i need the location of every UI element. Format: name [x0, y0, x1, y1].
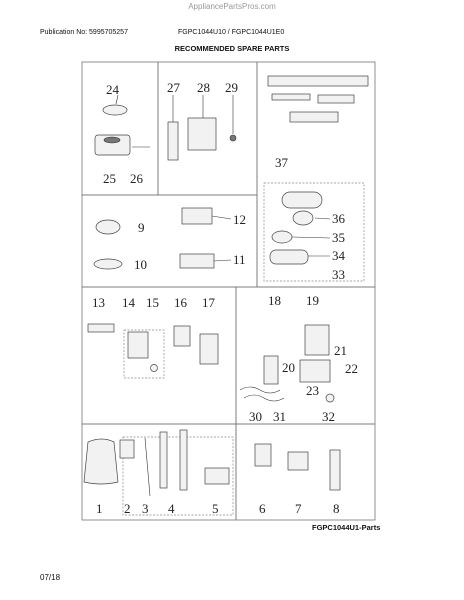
callout-36: 36	[332, 211, 345, 226]
callout-37: 37	[275, 155, 288, 170]
callout-17: 17	[202, 295, 215, 310]
diagram-name: FGPC1044U1-Parts	[312, 523, 381, 532]
callout-16: 16	[174, 295, 187, 310]
callout-25: 25	[103, 171, 116, 186]
callout-23: 23	[306, 383, 319, 398]
callout-31: 31	[273, 409, 286, 424]
callout-1: 1	[96, 501, 103, 516]
callout-2: 2	[124, 501, 131, 516]
callout-10: 10	[134, 257, 147, 272]
callout-11: 11	[233, 252, 246, 267]
callout-19: 19	[306, 293, 319, 308]
panel-24-26	[82, 62, 158, 195]
callout-7: 7	[295, 501, 302, 516]
part-8-sketch	[330, 450, 340, 490]
part-21-sketch	[300, 360, 330, 382]
panel-6-8	[236, 424, 375, 520]
part-12-sketch	[182, 208, 212, 224]
part-15-sketch	[151, 365, 158, 372]
callout-14: 14	[122, 295, 135, 310]
part-11-sketch	[180, 254, 214, 268]
callout-22: 22	[345, 361, 358, 376]
callout-20: 20	[282, 360, 295, 375]
part-13-sketch	[88, 324, 114, 332]
callout-9: 9	[138, 220, 145, 235]
callout-35: 35	[332, 230, 345, 245]
part-29-sketch	[230, 135, 236, 141]
callout-13: 13	[92, 295, 105, 310]
callout-6: 6	[259, 501, 266, 516]
leader-11	[214, 260, 231, 261]
part-sketches	[84, 76, 368, 496]
part-4-sketch-b	[180, 430, 187, 490]
part-10-sketch	[94, 259, 122, 269]
part-34-sketch	[270, 250, 308, 264]
leader-36	[315, 218, 330, 219]
leader-35	[292, 237, 330, 238]
part-25-detail	[104, 137, 120, 143]
callout-8: 8	[333, 501, 340, 516]
callout-18: 18	[268, 293, 281, 308]
callout-15: 15	[146, 295, 159, 310]
part-17-sketch	[200, 334, 218, 364]
part-5-sketch	[205, 468, 229, 484]
part-32-sketch	[326, 394, 334, 402]
callout-32: 32	[322, 409, 335, 424]
part-37-sketch-c	[318, 95, 354, 103]
panel-9-12	[82, 195, 257, 287]
part-18-sketch	[264, 356, 278, 384]
part-4-sketch-a	[160, 432, 167, 488]
revision-date: 07/18	[40, 573, 61, 582]
callout-24: 24	[106, 82, 119, 97]
part-27-sketch	[168, 122, 178, 160]
part-2-sketch	[120, 440, 134, 458]
part-35-sketch	[272, 231, 292, 243]
part-9-sketch	[96, 220, 120, 234]
callout-4: 4	[168, 501, 175, 516]
callout-27: 27	[167, 80, 180, 95]
part-19-sketch	[305, 325, 329, 355]
part-37-sketch-b	[272, 94, 310, 100]
part-16-sketch	[174, 326, 190, 346]
callout-29: 29	[225, 80, 238, 95]
callout-21: 21	[334, 343, 347, 358]
part-6-sketch	[255, 444, 271, 466]
part-30-31-sketch	[240, 387, 284, 401]
part-14-sketch	[128, 332, 148, 358]
callout-28: 28	[197, 80, 210, 95]
part-36-sketch-b	[293, 211, 313, 225]
publication-number: Publication No: 5995705257	[40, 29, 128, 36]
part-24-sketch	[103, 105, 127, 115]
callout-33: 33	[332, 267, 345, 282]
part-28-sketch	[188, 118, 216, 150]
callout-26: 26	[130, 171, 143, 186]
watermark: AppliancePartsPros.com	[188, 2, 276, 11]
callout-30: 30	[249, 409, 262, 424]
part-3-sketch	[145, 438, 150, 496]
leader-12	[212, 216, 231, 219]
page-title: RECOMMENDED SPARE PARTS	[174, 44, 290, 53]
part-37-sketch-d	[290, 112, 338, 122]
callout-12: 12	[233, 212, 246, 227]
part-1-sketch	[84, 439, 118, 484]
part-36-sketch-a	[282, 192, 322, 208]
model-number: FGPC1044U10 / FGPC1044U1E0	[178, 29, 285, 36]
callout-5: 5	[212, 501, 219, 516]
callout-3: 3	[142, 501, 149, 516]
part-7-sketch	[288, 452, 308, 470]
part-37-sketch-a	[268, 76, 368, 86]
callout-34: 34	[332, 248, 345, 263]
